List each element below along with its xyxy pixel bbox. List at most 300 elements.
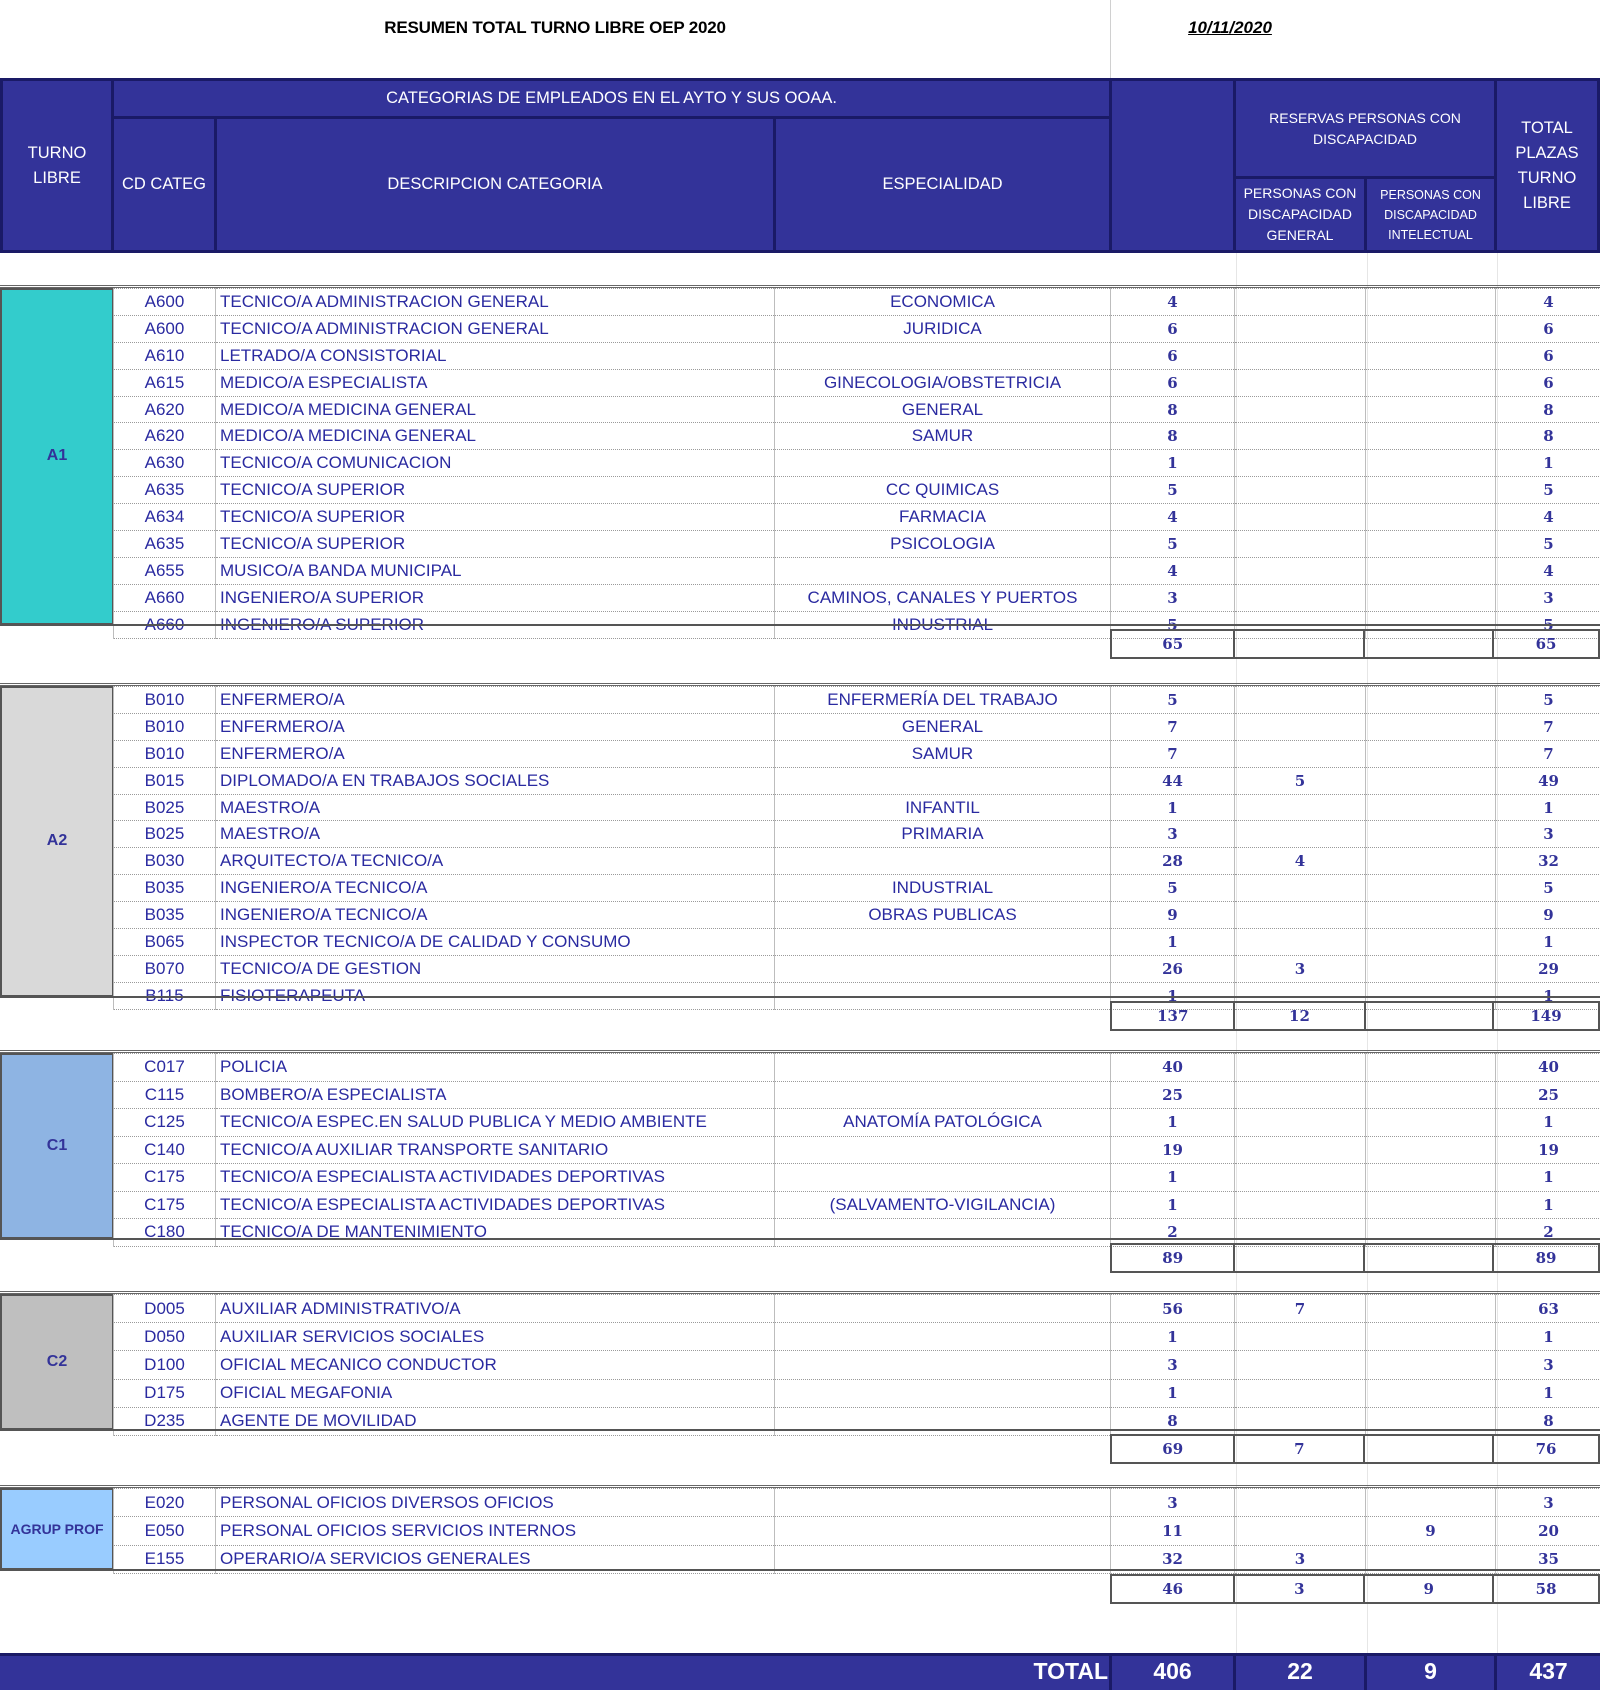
plazas-count: 8	[1111, 423, 1235, 450]
table-row	[114, 315, 1600, 342]
specialty	[775, 557, 1111, 584]
specialty	[775, 1164, 1111, 1192]
header-plazas-blank	[1109, 78, 1236, 253]
specialty: INDUSTRIAL	[775, 611, 1111, 638]
table-row	[114, 1379, 1600, 1407]
specialty	[775, 1517, 1111, 1545]
plazas-count: 3	[1111, 821, 1235, 848]
disc-intelectual-count	[1366, 557, 1496, 584]
disc-intelectual-count	[1366, 423, 1496, 450]
disc-intelectual-count	[1366, 1489, 1496, 1517]
disc-general-count	[1235, 1081, 1366, 1109]
plazas-count: 1	[1111, 1109, 1235, 1137]
plazas-count: 6	[1111, 342, 1235, 369]
plazas-count: 5	[1111, 531, 1235, 558]
total-count: 3	[1496, 1489, 1600, 1517]
table-row	[114, 584, 1600, 611]
category-code: A620	[114, 423, 216, 450]
plazas-count: 32	[1111, 1545, 1235, 1573]
report-date: 10/11/2020	[1188, 18, 1272, 37]
disc-general-count	[1235, 1489, 1366, 1517]
plazas-count: 1	[1111, 1164, 1235, 1192]
category-code: E020	[114, 1489, 216, 1517]
category-description: TECNICO/A ESPECIALISTA ACTIVIDADES DEPORTIVAS	[216, 1191, 775, 1219]
table-row	[114, 504, 1600, 531]
disc-intelectual-count	[1366, 1545, 1496, 1573]
specialty: CAMINOS, CANALES Y PUERTOS	[775, 584, 1111, 611]
disc-intelectual-count	[1366, 1191, 1496, 1219]
grand-total-label: TOTAL	[1033, 1658, 1108, 1684]
plazas-count: 7	[1111, 713, 1235, 740]
category-code: B035	[114, 875, 216, 902]
disc-general-count	[1235, 1407, 1366, 1435]
specialty: PRIMARIA	[775, 821, 1111, 848]
disc-intelectual-count	[1366, 767, 1496, 794]
disc-intelectual-count	[1366, 1081, 1496, 1109]
total-count: 1	[1496, 1323, 1600, 1351]
header-reservas-group: RESERVAS PERSONAS CON DISCAPACIDAD	[1233, 78, 1497, 179]
category-description: ENFERMERO/A	[216, 687, 775, 714]
category-code: B025	[114, 821, 216, 848]
plazas-count: 4	[1111, 504, 1235, 531]
category-code: A600	[114, 289, 216, 316]
table-row	[114, 1517, 1600, 1545]
header-cd-categ: CD CATEG	[111, 116, 217, 253]
subtotal-disc-intelectual	[1364, 630, 1493, 658]
category-description: TECNICO/A DE GESTION	[216, 955, 775, 982]
table-row	[114, 1489, 1600, 1517]
subtotal-total: 58	[1493, 1575, 1599, 1603]
disc-general-count	[1235, 369, 1366, 396]
category-code: A635	[114, 477, 216, 504]
category-description: INGENIERO/A SUPERIOR	[216, 611, 775, 638]
disc-general-count	[1235, 315, 1366, 342]
disc-general-count: 4	[1235, 848, 1366, 875]
plazas-count: 11	[1111, 1517, 1235, 1545]
table-row	[114, 821, 1600, 848]
total-count: 35	[1496, 1545, 1600, 1573]
plazas-count: 26	[1111, 955, 1235, 982]
disc-intelectual-count	[1366, 740, 1496, 767]
disc-general-count	[1235, 794, 1366, 821]
category-description: MAESTRO/A	[216, 821, 775, 848]
disc-general-count	[1235, 1323, 1366, 1351]
group-rows-table	[113, 288, 1600, 639]
table-row	[114, 423, 1600, 450]
specialty: ECONOMICA	[775, 289, 1111, 316]
category-code: D100	[114, 1351, 216, 1379]
total-count: 5	[1496, 687, 1600, 714]
disc-general-count	[1235, 713, 1366, 740]
category-description: LETRADO/A CONSISTORIAL	[216, 342, 775, 369]
disc-intelectual-count	[1366, 1164, 1496, 1192]
total-count: 8	[1496, 1407, 1600, 1435]
specialty: GENERAL	[775, 396, 1111, 423]
table-row	[114, 1164, 1600, 1192]
disc-general-count: 3	[1235, 1545, 1366, 1573]
plazas-count: 8	[1111, 396, 1235, 423]
total-count: 7	[1496, 740, 1600, 767]
table-row	[114, 740, 1600, 767]
plazas-count: 6	[1111, 369, 1235, 396]
disc-general-count: 5	[1235, 767, 1366, 794]
subtotal-disc-general	[1234, 630, 1364, 658]
specialty: INFANTIL	[775, 794, 1111, 821]
table-row	[114, 1136, 1600, 1164]
category-code: B030	[114, 848, 216, 875]
plazas-count: 1	[1111, 929, 1235, 956]
category-code: A660	[114, 584, 216, 611]
category-description: TECNICO/A SUPERIOR	[216, 477, 775, 504]
plazas-count: 3	[1111, 1351, 1235, 1379]
total-count: 19	[1496, 1136, 1600, 1164]
total-count: 1	[1496, 794, 1600, 821]
total-count: 4	[1496, 289, 1600, 316]
total-count: 8	[1496, 423, 1600, 450]
total-count: 1	[1496, 450, 1600, 477]
table-row	[114, 767, 1600, 794]
table-row	[114, 1109, 1600, 1137]
group-block	[0, 686, 1600, 1025]
disc-general-count: 7	[1235, 1295, 1366, 1323]
table-row	[114, 955, 1600, 982]
disc-intelectual-count	[1366, 1379, 1496, 1407]
specialty	[775, 929, 1111, 956]
total-count: 1	[1496, 982, 1600, 1009]
total-count: 6	[1496, 315, 1600, 342]
total-count: 2	[1496, 1219, 1600, 1247]
category-code: B010	[114, 687, 216, 714]
subtotal-disc-general: 7	[1234, 1435, 1364, 1463]
specialty	[775, 1379, 1111, 1407]
table-row	[114, 1081, 1600, 1109]
disc-general-count	[1235, 557, 1366, 584]
category-description: MEDICO/A MEDICINA GENERAL	[216, 396, 775, 423]
table-row	[114, 929, 1600, 956]
specialty: GENERAL	[775, 713, 1111, 740]
group-label: AGRUP PROF	[0, 1488, 114, 1570]
category-description: TECNICO/A ADMINISTRACION GENERAL	[216, 315, 775, 342]
category-description: DIPLOMADO/A EN TRABAJOS SOCIALES	[216, 767, 775, 794]
table-row	[114, 396, 1600, 423]
total-count: 29	[1496, 955, 1600, 982]
subtotal-row	[1110, 1243, 1600, 1273]
specialty	[775, 767, 1111, 794]
group-block	[0, 1294, 1600, 1458]
disc-general-count	[1235, 687, 1366, 714]
disc-intelectual-count	[1366, 955, 1496, 982]
disc-general-count	[1235, 450, 1366, 477]
header-total-plazas: TOTAL PLAZAS TURNO LIBRE	[1494, 78, 1600, 253]
category-code: B035	[114, 902, 216, 929]
category-code: B065	[114, 929, 216, 956]
disc-intelectual-count	[1366, 477, 1496, 504]
plazas-count: 19	[1111, 1136, 1235, 1164]
group-rows-table	[113, 1294, 1600, 1436]
disc-general-count	[1235, 875, 1366, 902]
total-count: 1	[1496, 1191, 1600, 1219]
disc-general-count: 3	[1235, 955, 1366, 982]
disc-intelectual-count	[1366, 289, 1496, 316]
header-especialidad: ESPECIALIDAD	[773, 116, 1112, 253]
subtotal-row	[1110, 629, 1600, 659]
group-label: C2	[0, 1294, 114, 1430]
group-rows-table	[113, 1488, 1600, 1574]
specialty	[775, 1054, 1111, 1082]
subtotal-row	[1110, 1434, 1600, 1464]
subtotal-total: 149	[1493, 1002, 1599, 1030]
group-block	[0, 1488, 1600, 1598]
disc-general-count	[1235, 396, 1366, 423]
category-code: A655	[114, 557, 216, 584]
disc-intelectual-count	[1366, 1054, 1496, 1082]
disc-intelectual-count: 9	[1366, 1517, 1496, 1545]
plazas-count: 5	[1111, 477, 1235, 504]
disc-general-count	[1235, 1109, 1366, 1137]
disc-general-count	[1235, 1164, 1366, 1192]
total-count: 40	[1496, 1054, 1600, 1082]
grand-total-plazas: 406	[1153, 1658, 1192, 1684]
total-count: 63	[1496, 1295, 1600, 1323]
category-description: PERSONAL OFICIOS DIVERSOS OFICIOS	[216, 1489, 775, 1517]
specialty: JURIDICA	[775, 315, 1111, 342]
group-label: C1	[0, 1053, 114, 1239]
subtotal-row	[1110, 1001, 1600, 1031]
plazas-count: 6	[1111, 315, 1235, 342]
disc-intelectual-count	[1366, 315, 1496, 342]
subtotal-plazas: 69	[1111, 1435, 1234, 1463]
table-row	[114, 848, 1600, 875]
plazas-count: 1	[1111, 982, 1235, 1009]
category-description: TECNICO/A ESPEC.EN SALUD PUBLICA Y MEDIO AMBIENTE	[216, 1109, 775, 1137]
subtotal-disc-intelectual	[1364, 1244, 1493, 1272]
category-code: B025	[114, 794, 216, 821]
subtotal-total: 65	[1493, 630, 1599, 658]
category-code: A615	[114, 369, 216, 396]
subtotal-total: 76	[1493, 1435, 1599, 1463]
specialty: ANATOMÍA PATOLÓGICA	[775, 1109, 1111, 1137]
total-count: 1	[1496, 929, 1600, 956]
group-label: A1	[0, 288, 114, 625]
category-code: A610	[114, 342, 216, 369]
disc-intelectual-count	[1366, 369, 1496, 396]
disc-intelectual-count	[1366, 1109, 1496, 1137]
specialty: SAMUR	[775, 740, 1111, 767]
total-count: 4	[1496, 504, 1600, 531]
category-description: INGENIERO/A TECNICO/A	[216, 875, 775, 902]
category-description: TECNICO/A SUPERIOR	[216, 504, 775, 531]
category-code: D235	[114, 1407, 216, 1435]
disc-intelectual-count	[1366, 396, 1496, 423]
table-row	[114, 477, 1600, 504]
plazas-count: 8	[1111, 1407, 1235, 1435]
plazas-count: 28	[1111, 848, 1235, 875]
category-description: PERSONAL OFICIOS SERVICIOS INTERNOS	[216, 1517, 775, 1545]
disc-intelectual-count	[1366, 584, 1496, 611]
total-count: 1	[1496, 1109, 1600, 1137]
subtotal-plazas: 89	[1111, 1244, 1234, 1272]
subtotal-disc-intelectual	[1364, 1435, 1493, 1463]
total-count: 6	[1496, 369, 1600, 396]
disc-general-count	[1235, 342, 1366, 369]
group-block	[0, 288, 1600, 653]
subtotal-plazas: 46	[1111, 1575, 1234, 1603]
category-description: ENFERMERO/A	[216, 713, 775, 740]
category-code: C125	[114, 1109, 216, 1137]
category-description: AUXILIAR ADMINISTRATIVO/A	[216, 1295, 775, 1323]
category-description: TECNICO/A ADMINISTRACION GENERAL	[216, 289, 775, 316]
category-description: INGENIERO/A TECNICO/A	[216, 902, 775, 929]
specialty	[775, 450, 1111, 477]
header-turno-libre: TURNO LIBRE	[0, 78, 114, 253]
category-code: C115	[114, 1081, 216, 1109]
specialty	[775, 955, 1111, 982]
specialty: CC QUIMICAS	[775, 477, 1111, 504]
table-row	[114, 902, 1600, 929]
disc-intelectual-count	[1366, 794, 1496, 821]
specialty: INDUSTRIAL	[775, 875, 1111, 902]
grand-total-disc-intelectual: 9	[1424, 1658, 1437, 1684]
category-code: A600	[114, 315, 216, 342]
subtotal-disc-general	[1234, 1244, 1364, 1272]
total-count: 25	[1496, 1081, 1600, 1109]
plazas-count: 2	[1111, 1219, 1235, 1247]
category-description: OFICIAL MEGAFONIA	[216, 1379, 775, 1407]
category-code: B015	[114, 767, 216, 794]
plazas-count: 3	[1111, 584, 1235, 611]
category-code: A620	[114, 396, 216, 423]
header-disc-intelectual: PERSONAS CON DISCAPACIDAD INTELECTUAL	[1364, 176, 1497, 253]
disc-general-count	[1235, 1054, 1366, 1082]
specialty	[775, 1545, 1111, 1573]
category-code: C175	[114, 1164, 216, 1192]
disc-intelectual-count	[1366, 1351, 1496, 1379]
total-count: 9	[1496, 902, 1600, 929]
plazas-count: 7	[1111, 740, 1235, 767]
plazas-count: 5	[1111, 687, 1235, 714]
category-description: AUXILIAR SERVICIOS SOCIALES	[216, 1323, 775, 1351]
subtotal-disc-general: 3	[1234, 1575, 1364, 1603]
subtotal-plazas: 65	[1111, 630, 1234, 658]
plazas-count: 5	[1111, 875, 1235, 902]
disc-intelectual-count	[1366, 848, 1496, 875]
specialty: PSICOLOGIA	[775, 531, 1111, 558]
specialty	[775, 1219, 1111, 1247]
total-count: 20	[1496, 1517, 1600, 1545]
disc-intelectual-count	[1366, 1295, 1496, 1323]
disc-general-count	[1235, 477, 1366, 504]
disc-intelectual-count	[1366, 1136, 1496, 1164]
category-description: MEDICO/A ESPECIALISTA	[216, 369, 775, 396]
table-row	[114, 557, 1600, 584]
category-code: A660	[114, 611, 216, 638]
category-description: TECNICO/A COMUNICACION	[216, 450, 775, 477]
category-description: INGENIERO/A SUPERIOR	[216, 584, 775, 611]
group-block	[0, 1053, 1600, 1267]
category-description: FISIOTERAPEUTA	[216, 982, 775, 1009]
plazas-count: 3	[1111, 1489, 1235, 1517]
total-count: 8	[1496, 396, 1600, 423]
category-code: B070	[114, 955, 216, 982]
disc-general-count	[1235, 902, 1366, 929]
category-code: E050	[114, 1517, 216, 1545]
disc-general-count	[1235, 504, 1366, 531]
specialty	[775, 1081, 1111, 1109]
total-count: 5	[1496, 531, 1600, 558]
plazas-count: 1	[1111, 450, 1235, 477]
category-description: POLICIA	[216, 1054, 775, 1082]
category-code: E155	[114, 1545, 216, 1573]
subtotal-plazas: 137	[1111, 1002, 1234, 1030]
disc-intelectual-count	[1366, 713, 1496, 740]
total-count: 3	[1496, 1351, 1600, 1379]
category-description: TECNICO/A ESPECIALISTA ACTIVIDADES DEPORTIVAS	[216, 1164, 775, 1192]
plazas-count: 1	[1111, 1379, 1235, 1407]
subtotal-disc-general: 12	[1234, 1002, 1364, 1030]
subtotal-total: 89	[1493, 1244, 1599, 1272]
disc-general-count	[1235, 423, 1366, 450]
table-row	[114, 369, 1600, 396]
disc-general-count	[1235, 531, 1366, 558]
category-description: TECNICO/A SUPERIOR	[216, 531, 775, 558]
category-code: A635	[114, 531, 216, 558]
specialty: ENFERMERÍA DEL TRABAJO	[775, 687, 1111, 714]
disc-general-count	[1235, 929, 1366, 956]
table-row	[114, 342, 1600, 369]
specialty	[775, 1489, 1111, 1517]
total-count: 49	[1496, 767, 1600, 794]
table-row	[114, 875, 1600, 902]
table-row	[114, 1351, 1600, 1379]
specialty: SAMUR	[775, 423, 1111, 450]
disc-intelectual-count	[1366, 1407, 1496, 1435]
category-description: TECNICO/A DE MANTENIMIENTO	[216, 1219, 775, 1247]
category-code: D005	[114, 1295, 216, 1323]
disc-intelectual-count	[1366, 875, 1496, 902]
specialty: FARMACIA	[775, 504, 1111, 531]
total-count: 32	[1496, 848, 1600, 875]
table-row	[114, 713, 1600, 740]
table-row	[114, 687, 1600, 714]
disc-general-count	[1235, 1517, 1366, 1545]
table-row	[114, 1407, 1600, 1435]
total-count: 5	[1496, 875, 1600, 902]
plazas-count: 1	[1111, 1191, 1235, 1219]
disc-intelectual-count	[1366, 929, 1496, 956]
plazas-count: 40	[1111, 1054, 1235, 1082]
plazas-count: 44	[1111, 767, 1235, 794]
disc-intelectual-count	[1366, 902, 1496, 929]
category-description: ENFERMERO/A	[216, 740, 775, 767]
header-disc-general: PERSONAS CON DISCAPACIDAD GENERAL	[1233, 176, 1367, 253]
disc-intelectual-count	[1366, 1323, 1496, 1351]
total-count: 5	[1496, 477, 1600, 504]
disc-general-count	[1235, 821, 1366, 848]
disc-general-count	[1235, 1191, 1366, 1219]
disc-general-count	[1235, 740, 1366, 767]
category-description: AGENTE DE MOVILIDAD	[216, 1407, 775, 1435]
table-row	[114, 794, 1600, 821]
total-count: 3	[1496, 584, 1600, 611]
disc-intelectual-count	[1366, 531, 1496, 558]
category-code: A634	[114, 504, 216, 531]
disc-intelectual-count	[1366, 504, 1496, 531]
total-count: 3	[1496, 821, 1600, 848]
category-code: B010	[114, 713, 216, 740]
category-description: TECNICO/A AUXILIAR TRANSPORTE SANITARIO	[216, 1136, 775, 1164]
specialty: GINECOLOGIA/OBSTETRICIA	[775, 369, 1111, 396]
header-descripcion: DESCRIPCION CATEGORIA	[214, 116, 776, 253]
